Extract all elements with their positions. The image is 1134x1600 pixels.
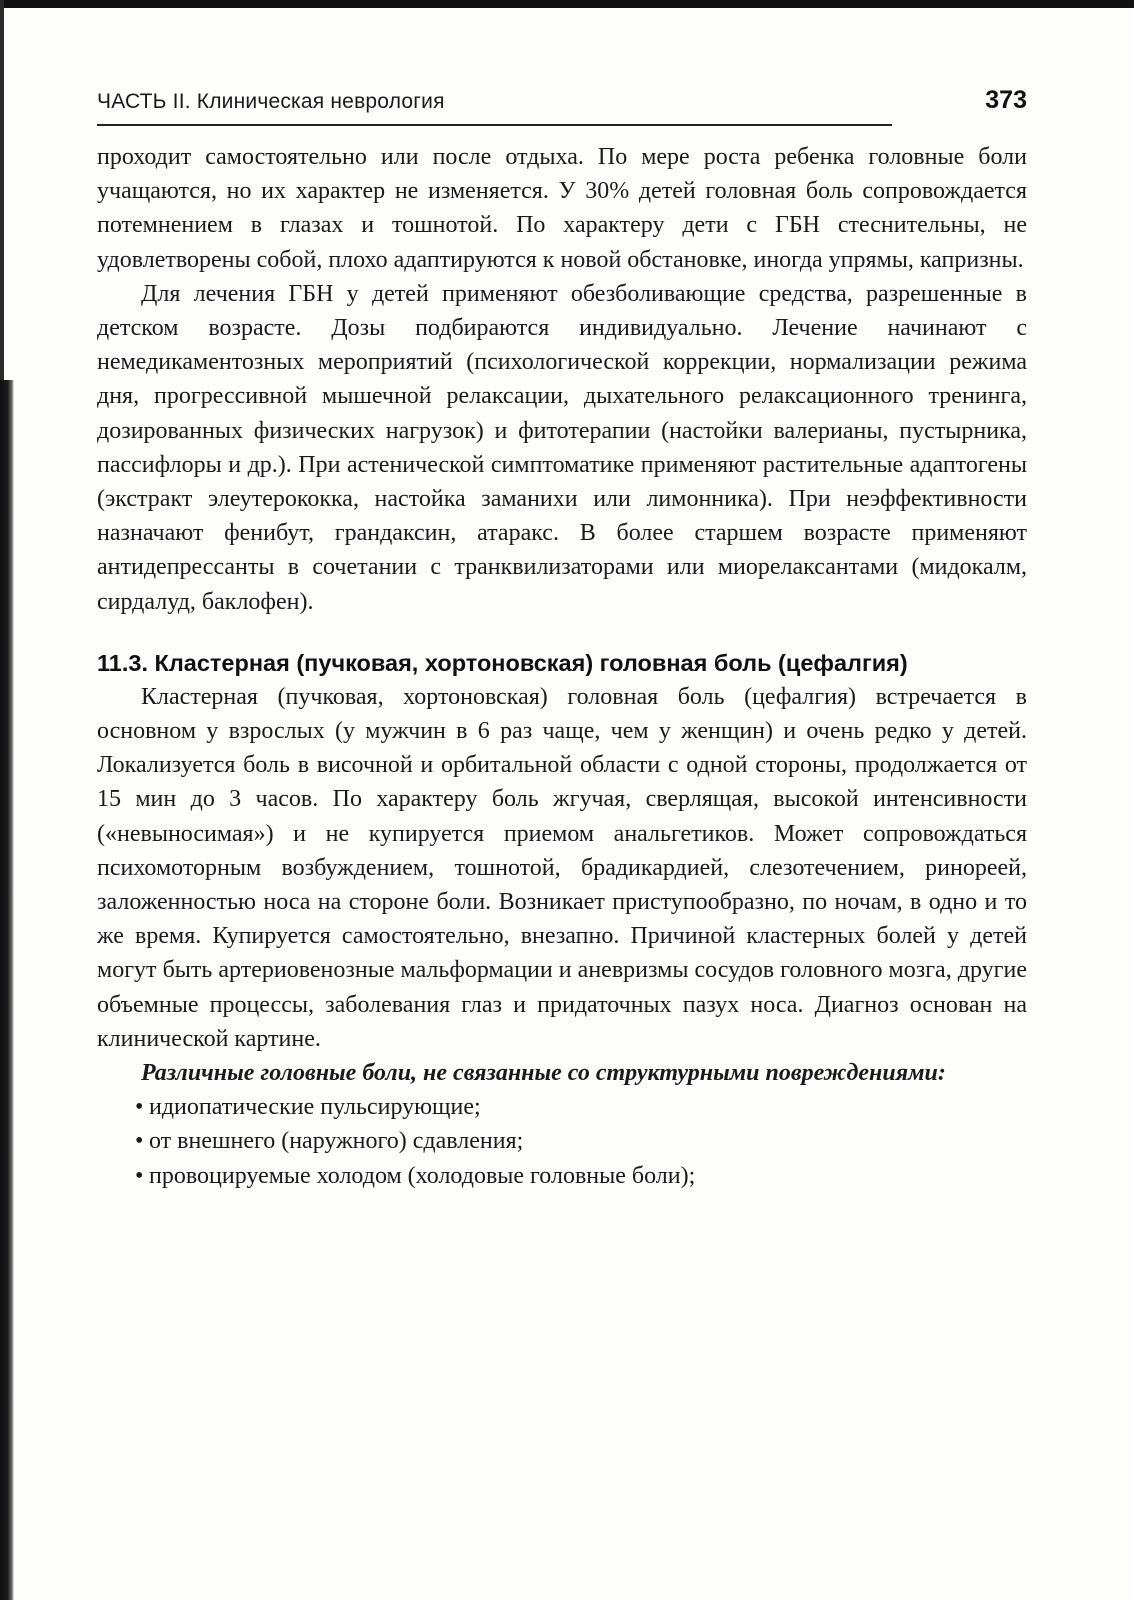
scan-top-edge [0,0,1134,8]
header-rule [97,124,892,126]
page-number: 373 [985,86,1027,114]
section-heading: 11.3. Кластерная (пучковая, хортоновская) головная боль (цефалгия) [97,649,908,676]
scan-left-edge [0,380,14,1600]
list-item-text: провоцируемые холодом (холодовые головные боли); [149,1162,696,1189]
list-item-text: от внешнего (наружного) сдавления; [149,1128,524,1155]
running-title: ЧАСТЬ II. Клиническая неврология [97,90,445,113]
scan-left-edge-upper [0,0,4,380]
bullet-icon: • [135,1162,144,1189]
paragraph-continuation: проходит самостоятельно или после отдыха. По мере роста ребенка головные боли учащаются, но их характер не изменяется. У 30% детей головная боль сопровождается потемнением в глазах и тошнотой. По характеру дети с ГБН стеснительны, не удовлетворены собой, плохо адаптируются к новой обстановке, иногда упрямы, капризны. [97,144,1027,273]
paragraph-treatment: Для лечения ГБН у детей применяют обезболивающие средства, разрешенные в детском возрасте. Дозы подбираются индивидуально. Лечение начинают с немедикаментозных мероприятий (психологической коррекции, нормализации режима дня, прогрессивной мышечной релаксации, дыхательного релаксационного тренинга, дозированных физических нагрузок) и фитотерапии (настойки валерианы, пустырника, пассифлоры и др.). При астенической симптоматике применяют растительные адаптогены (экстракт элеутерококка, настойка заманихи или лимонника). При неэффективности назначают фенибут, грандаксин, атаракс. В более старшем возрасте применяют антидепрессанты в сочетании с транквилизаторами или миорелаксантами (мидокалм, сирдалуд, баклофен). [97,280,1027,615]
bullet-list [97,1090,1027,1193]
paragraph-cluster-headache: Кластерная (пучковая, хортоновская) головная боль (цефалгия) встречается в основном у взрослых (у мужчин в 6 раз чаще, чем у женщин) и очень редко у детей. Локализуется боль в височной и орбитальной области с одной стороны, продолжается от 15 мин до 3 часов. По характеру боль жгучая, сверлящая, высокой интенсивности («невыносимая») и не купируется приемом анальгетиков. Может сопровождаться психомоторным возбуждением, тошнотой, брадикардией, слезотечением, ринореей, заложенностью носа на стороне боли. Возникает приступообразно, по ночам, в одно и то же время. Купируется самостоятельно, внезапно. Причиной кластерных болей у детей могут быть артериовенозные мальформации и аневризмы сосудов головного мозга, другие объемные процессы, заболевания глаз и придаточных пазух носа. Диагноз основан на клинической картине. [97,683,1027,1052]
list-item [135,1159,1027,1193]
body-text [97,140,1027,1193]
list-item [135,1124,1027,1158]
running-head [97,86,1027,120]
bullet-icon: • [135,1094,144,1121]
bullet-icon: • [135,1128,144,1155]
list-item [135,1090,1027,1124]
subheading-various-headaches: Различные головные боли, не связанные со структурными повреждениями: [141,1060,946,1087]
list-item-text: идиопатические пульсирующие; [149,1094,481,1121]
